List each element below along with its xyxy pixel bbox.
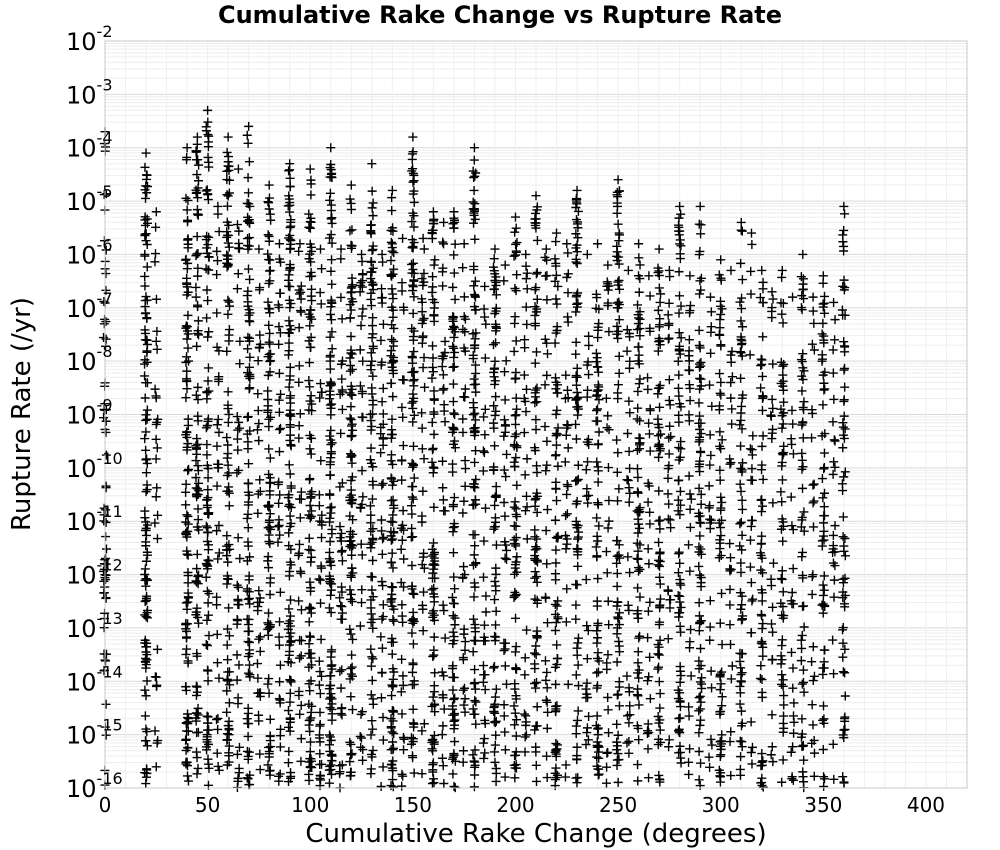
y-tick-label: $10^{-15}$ <box>66 715 123 750</box>
y-tick-label: $10^{-13}$ <box>66 608 123 643</box>
x-axis-label: Cumulative Rake Change (degrees) <box>305 819 767 849</box>
y-tick-label: $10^{-14}$ <box>66 662 123 697</box>
x-tick-label: 350 <box>804 793 843 817</box>
x-tick-label: 200 <box>496 793 535 817</box>
y-tick-label: $10^{-6}$ <box>66 235 113 270</box>
y-tick-label: $10^{-3}$ <box>66 75 113 110</box>
y-tick-label: $10^{-11}$ <box>66 502 123 537</box>
x-tick-label: 100 <box>291 793 330 817</box>
y-tick-label: $10^{-2}$ <box>66 22 113 56</box>
x-tick-label: 300 <box>701 793 740 817</box>
x-tick-label: 250 <box>599 793 638 817</box>
y-axis-label: Rupture Rate (/yr) <box>7 297 37 531</box>
x-tick-label: 50 <box>194 793 221 817</box>
chart-title: Cumulative Rake Change vs Rupture Rate <box>217 1 783 29</box>
x-tick-label: 400 <box>906 793 946 817</box>
y-tick-label: $10^{-10}$ <box>66 448 123 483</box>
y-tick-label: $10^{-12}$ <box>66 555 123 590</box>
x-tick-label: 0 <box>98 793 112 817</box>
y-tick-label: $10^{-7}$ <box>66 288 113 323</box>
y-tick-label: $10^{-9}$ <box>66 395 113 430</box>
y-tick-label: $10^{-16}$ <box>66 769 123 803</box>
y-tick-label: $10^{-4}$ <box>66 128 113 163</box>
x-tick-label: 150 <box>393 793 432 817</box>
y-tick-label: $10^{-8}$ <box>66 342 113 377</box>
y-tick-label: $10^{-5}$ <box>66 182 113 217</box>
